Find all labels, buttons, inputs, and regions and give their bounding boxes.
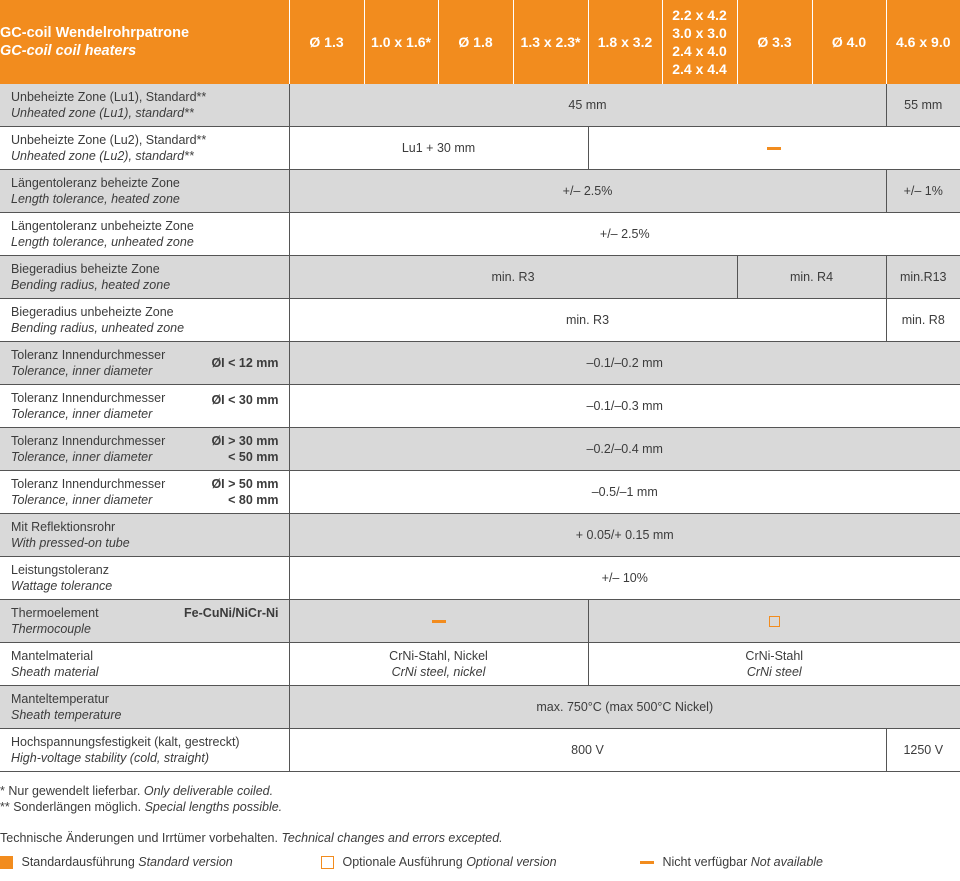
table-row bbox=[0, 729, 960, 772]
row-label bbox=[0, 170, 289, 213]
label-en: Bending radius, heated zone bbox=[11, 278, 171, 292]
disclaimer-en: Technical changes and errors excepted. bbox=[281, 831, 503, 845]
cell-value: –0.5/–1 mm bbox=[289, 471, 960, 514]
label-en: Sheath material bbox=[11, 665, 99, 679]
cell-value: +/– 1% bbox=[886, 170, 960, 213]
disclaimer bbox=[0, 831, 503, 845]
col-header-multi bbox=[662, 0, 737, 84]
label-en: Unheated zone (Lu1), standard** bbox=[11, 106, 194, 120]
row-label bbox=[0, 514, 289, 557]
table-row bbox=[0, 299, 960, 342]
cell-value bbox=[588, 127, 960, 170]
cell-value: min. R3 bbox=[289, 256, 737, 299]
table-row bbox=[0, 557, 960, 600]
label-de: Mit Reflektionsrohr bbox=[11, 520, 116, 534]
condition bbox=[211, 392, 278, 408]
condition bbox=[211, 355, 278, 371]
cell-value: –0.1/–0.2 mm bbox=[289, 342, 960, 385]
label-de: Toleranz Innendurchmesser bbox=[11, 391, 166, 405]
condition-line: ØI < 30 mm bbox=[211, 392, 279, 407]
cell-value: –0.2/–0.4 mm bbox=[289, 428, 960, 471]
footnote-de: ** Sonderlängen möglich. bbox=[0, 800, 142, 814]
table-row bbox=[0, 342, 960, 385]
row-label bbox=[0, 643, 289, 686]
row-label bbox=[0, 385, 289, 428]
label-en: Thermocouple bbox=[11, 622, 91, 636]
not-available-icon bbox=[767, 147, 781, 150]
label-de: Toleranz Innendurchmesser bbox=[11, 477, 166, 491]
footnote-en: Only deliverable coiled. bbox=[143, 784, 274, 798]
row-label bbox=[0, 686, 289, 729]
not-available-icon bbox=[432, 620, 446, 623]
cell-value: +/– 2.5% bbox=[289, 170, 886, 213]
label-de: Biegeradius unbeheizte Zone bbox=[11, 305, 174, 319]
footnote-en: Special lengths possible. bbox=[144, 800, 283, 814]
label-en: Length tolerance, unheated zone bbox=[11, 235, 194, 249]
table-row bbox=[0, 256, 960, 299]
label-de: Unbeheizte Zone (Lu2), Standard** bbox=[11, 133, 207, 147]
standard-version-icon bbox=[0, 856, 13, 869]
label-de: Längentoleranz unbeheizte Zone bbox=[11, 219, 194, 233]
label-en: Tolerance, inner diameter bbox=[11, 364, 153, 378]
col-header-line: 2.2 x 4.2 bbox=[672, 7, 727, 23]
condition-line: < 80 mm bbox=[228, 493, 279, 507]
cell-value: max. 750°C (max 500°C Nickel) bbox=[289, 686, 960, 729]
row-label bbox=[0, 729, 289, 772]
row-label bbox=[0, 127, 289, 170]
label-de: Mantelmaterial bbox=[11, 649, 93, 663]
col-header-line: 3.0 x 3.0 bbox=[672, 25, 727, 41]
table-title bbox=[0, 0, 289, 84]
col-header: 1.8 x 3.2 bbox=[588, 0, 662, 84]
footnote bbox=[0, 799, 282, 815]
condition-line: Fe-CuNi/NiCr-Ni bbox=[184, 605, 279, 620]
label-en: Tolerance, inner diameter bbox=[11, 450, 153, 464]
value-de: CrNi-Stahl, Nickel bbox=[389, 649, 488, 663]
table-row bbox=[0, 643, 960, 686]
condition-line: ØI > 50 mm bbox=[211, 477, 279, 491]
cell-value: 55 mm bbox=[886, 84, 960, 127]
row-label bbox=[0, 299, 289, 342]
condition bbox=[184, 605, 278, 621]
table-row bbox=[0, 600, 960, 643]
label-en: High-voltage stability (cold, straight) bbox=[11, 751, 209, 765]
table-row bbox=[0, 127, 960, 170]
label-de: Toleranz Innendurchmesser bbox=[11, 348, 166, 362]
label-en: Tolerance, inner diameter bbox=[11, 407, 153, 421]
cell-value: + 0.05/+ 0.15 mm bbox=[289, 514, 960, 557]
table-row bbox=[0, 213, 960, 256]
title-en: GC-coil coil heaters bbox=[0, 43, 137, 59]
condition-line: < 50 mm bbox=[228, 450, 279, 464]
row-label bbox=[0, 428, 289, 471]
condition-line: ØI < 12 mm bbox=[211, 356, 279, 370]
legend-label-de: Nicht verfügbar bbox=[662, 855, 748, 869]
condition bbox=[211, 433, 278, 465]
col-header: Ø 1.3 bbox=[289, 0, 364, 84]
col-header: Ø 3.3 bbox=[737, 0, 812, 84]
label-de: Biegeradius beheizte Zone bbox=[11, 262, 160, 276]
table-row bbox=[0, 471, 960, 514]
cell-value: Lu1 + 30 mm bbox=[289, 127, 588, 170]
col-header: Ø 1.8 bbox=[438, 0, 513, 84]
cell-value: min. R3 bbox=[289, 299, 886, 342]
col-header-line: 2.4 x 4.4 bbox=[672, 61, 727, 77]
label-en: Sheath temperature bbox=[11, 708, 122, 722]
label-de: Unbeheizte Zone (Lu1), Standard** bbox=[11, 90, 207, 104]
table-row bbox=[0, 170, 960, 213]
cell-value bbox=[588, 643, 960, 686]
legend-label-de: Standardausführung bbox=[21, 855, 135, 869]
value-en: CrNi steel bbox=[746, 665, 802, 679]
condition-line: ØI > 30 mm bbox=[211, 434, 279, 448]
value-en: CrNi steel, nickel bbox=[391, 665, 486, 679]
cell-value: +/– 10% bbox=[289, 557, 960, 600]
cell-value bbox=[588, 600, 960, 643]
label-de: Thermoelement bbox=[11, 606, 99, 620]
label-en: Unheated zone (Lu2), standard** bbox=[11, 149, 194, 163]
row-label bbox=[0, 471, 289, 514]
table-row bbox=[0, 428, 960, 471]
label-de: Manteltemperatur bbox=[11, 692, 109, 706]
cell-value: min. R4 bbox=[737, 256, 886, 299]
row-label bbox=[0, 342, 289, 385]
col-header-line: 2.4 x 4.0 bbox=[672, 43, 727, 59]
col-header: 4.6 x 9.0 bbox=[886, 0, 960, 84]
row-label bbox=[0, 557, 289, 600]
label-en: Tolerance, inner diameter bbox=[11, 493, 153, 507]
label-de: Toleranz Innendurchmesser bbox=[11, 434, 166, 448]
disclaimer-de: Technische Änderungen und Irrtümer vorbehalten. bbox=[0, 831, 278, 845]
label-en: Wattage tolerance bbox=[11, 579, 113, 593]
row-label bbox=[0, 84, 289, 127]
table-row bbox=[0, 686, 960, 729]
optional-version-icon bbox=[769, 616, 780, 627]
label-en: With pressed-on tube bbox=[11, 536, 130, 550]
cell-value: +/– 2.5% bbox=[289, 213, 960, 256]
legend-not-available bbox=[640, 855, 823, 869]
legend-label-en: Not available bbox=[750, 855, 823, 869]
cell-value: 1250 V bbox=[886, 729, 960, 772]
legend-label-de: Optionale Ausführung bbox=[342, 855, 463, 869]
label-de: Hochspannungsfestigkeit (kalt, gestreckt) bbox=[11, 735, 240, 749]
table-row bbox=[0, 514, 960, 557]
cell-value: 45 mm bbox=[289, 84, 886, 127]
row-label bbox=[0, 600, 289, 643]
table-row bbox=[0, 385, 960, 428]
row-label bbox=[0, 256, 289, 299]
not-available-icon bbox=[640, 861, 654, 864]
legend-optional bbox=[321, 855, 557, 869]
cell-value: min. R8 bbox=[886, 299, 960, 342]
label-de: Längentoleranz beheizte Zone bbox=[11, 176, 180, 190]
cell-value bbox=[289, 643, 588, 686]
label-en: Bending radius, unheated zone bbox=[11, 321, 185, 335]
label-en: Length tolerance, heated zone bbox=[11, 192, 180, 206]
label-de: Leistungstoleranz bbox=[11, 563, 109, 577]
legend-label-en: Standard version bbox=[138, 855, 233, 869]
cell-value: min.R13 bbox=[886, 256, 960, 299]
title-de: GC-coil Wendelrohrpatrone bbox=[0, 25, 190, 41]
condition bbox=[211, 476, 278, 508]
cell-value: –0.1/–0.3 mm bbox=[289, 385, 960, 428]
legend-label-en: Optional version bbox=[466, 855, 557, 869]
header-row bbox=[0, 0, 960, 84]
optional-version-icon bbox=[321, 856, 334, 869]
footnote-de: * Nur gewendelt lieferbar. bbox=[0, 784, 141, 798]
legend-standard bbox=[0, 855, 233, 869]
footnotes bbox=[0, 783, 282, 815]
cell-value bbox=[289, 600, 588, 643]
col-header: 1.3 x 2.3* bbox=[513, 0, 588, 84]
table-row bbox=[0, 84, 960, 127]
col-header: Ø 4.0 bbox=[812, 0, 886, 84]
row-label bbox=[0, 213, 289, 256]
col-header: 1.0 x 1.6* bbox=[364, 0, 438, 84]
cell-value: 800 V bbox=[289, 729, 886, 772]
value-de: CrNi-Stahl bbox=[745, 649, 804, 663]
footnote bbox=[0, 783, 282, 799]
